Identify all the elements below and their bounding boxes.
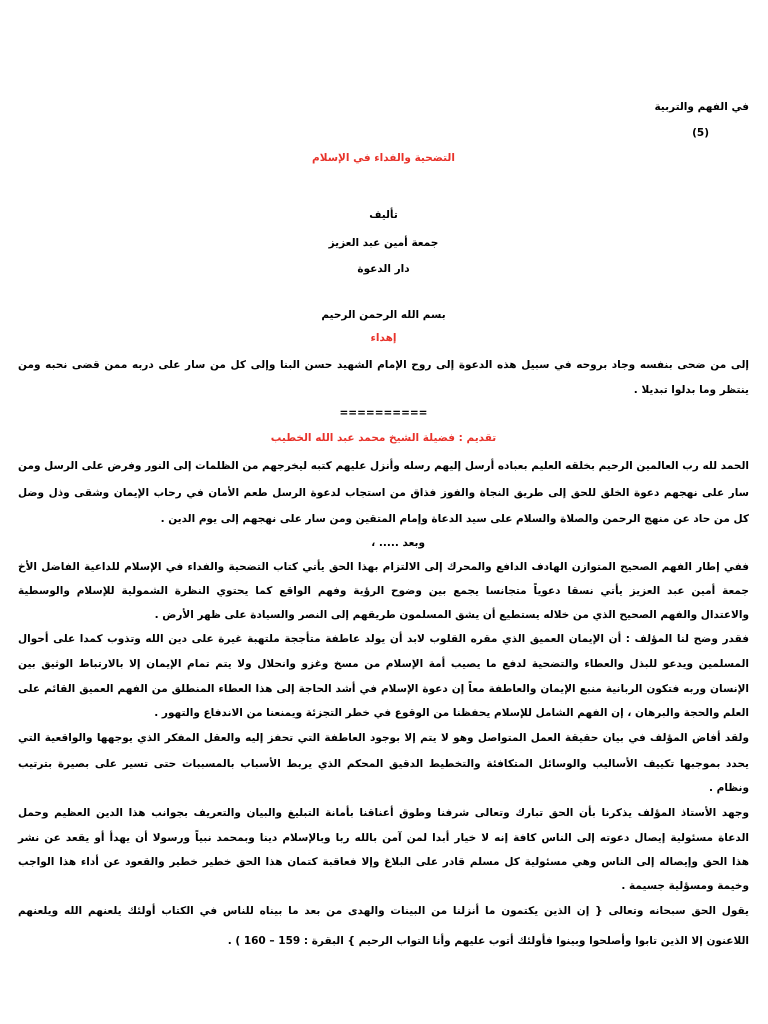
book-title: التضحية والفداء في الإسلام: [312, 152, 455, 164]
foreword-line: العلم والحجة والبرهان ، إن الفهم الشامل للإسلام يحفظنا من الوقوع في خطر التجزئة ويمنعنا من الاندفاع والتهور .: [154, 707, 749, 719]
foreword-line: الدعاة مسئولية إيصال دعوته إلى الناس كافة إنه لا خيار أبدا لمن آمن بالله ربا وبالإسلام دينا وبمحمد نبياً ورسولا أن يهدأ أو يقعد عن نشر: [18, 832, 749, 844]
foreword-line: الإنسان وربه فتكون الربانية منبع الإيمان والعاطفة معاً إن دعوة الإسلام في أشد الحاجة إلى هذا العطاء المنطلق من الفهم العميق القائم على: [18, 683, 749, 695]
quran-quote-line: يقول الحق سبحانه وتعالى { إن الذين يكتمون ما أنزلنا من البينات والهدى من بعد ما بيناه للناس في الكتاب أولئك يلعنهم الله ويلعنهم: [18, 905, 749, 917]
dedication-line: ينتظر وما بدلوا تبديلا .: [633, 384, 749, 396]
foreword-line: المسلمين ويدعو للبذل والعطاء والتضحية لدفع ما يصيب أمة الإسلام من مسخ وغزو وانحلال ولا يتم تمام الإيمان إلا بالارتباط الوثيق بين: [18, 658, 749, 670]
foreword-line: ولقد أفاض المؤلف في بيان حقيقة العمل المتواصل وهو لا يتم إلا بوجود العاطفة التي تحفز إليه والعقل المفكر الذي يوجهها والواقعية التي: [18, 732, 749, 744]
foreword-line: والاعتدال والفهم الصحيح الذي من خلاله يستطيع أن يشق المسلمون طريقهم إلى النصر والسيادة على ظهر الأرض .: [154, 609, 749, 621]
foreword-line: ففي إطار الفهم الصحيح المتوازن الهادف الدافع والمحرك إلى الالتزام بهذا الحق يأتي كتاب التضحية والفداء في الإسلام للداعية الفاضل الأخ: [18, 561, 749, 573]
foreword-line: هذا الحق وإيصاله إلى الناس وهي مسئولية كل مسلم قادر على البلاغ وإلا فعاقبة كتمان هذا الحق خطير خطير والقعود عن أداء هذا الواجب: [18, 856, 749, 868]
series-title: في الفهم والتربية: [654, 101, 749, 113]
foreword-line: يحدد بموجبها تكييف الأساليب والوسائل المتكافئة والتخطيط الدقيق المحكم الذي يربط الأسباب بالمسببات حتى تسير على بصيرة بترتيب: [18, 758, 749, 770]
quran-quote-line: اللاعنون إلا الذين تابوا وأصلحوا وبينوا فأولئك أتوب عليهم وأنا التواب الرحيم } البقرة : 159 – 160 ) .: [227, 935, 749, 947]
section-separator: ==========: [339, 407, 428, 419]
basmala: بسم الله الرحمن الرحيم: [321, 309, 446, 321]
dedication-heading: إهداء: [370, 332, 397, 344]
foreword-transition: وبعد ..... ،: [371, 537, 425, 549]
publisher-name: دار الدعوة: [357, 263, 410, 275]
dedication-line: إلى من ضحى بنفسه وجاد بروحه في سبيل هذه الدعوة إلى روح الإمام الشهيد حسن البنا وإلى كل من سار على دربه ممن قضى نحبه ومن: [18, 359, 749, 371]
foreword-line: سار على نهجهم دعوة الخلق للحق إلى طريق النجاة والفوز فذاق من استجاب لدعوة الرسل طعم الأمان في رحاب الإيمان وشقى وذل وضل: [18, 487, 749, 499]
foreword-line: وجهد الأستاذ المؤلف يذكرنا بأن الحق تبارك وتعالى شرفنا وطوق أعناقنا بأمانة التبليغ والبيان والتعريف بجوانب هذا الدين العظيم وحمل: [18, 807, 749, 819]
foreword-line: ونظام .: [709, 782, 749, 794]
authorship-label: تأليف: [369, 209, 398, 221]
foreword-heading: تقديم : فضيلة الشيخ محمد عبد الله الخطيب: [270, 432, 497, 444]
foreword-line: الحمد لله رب العالمين الرحيم بخلقه العليم بعباده أرسل إليهم رسله وأنزل عليهم كتبه ليخرجهم من الظلمات إلى النور وفرض على الرسل ومن: [18, 460, 749, 472]
foreword-line: فقدر وضح لنا المؤلف : أن الإيمان العميق الذي مقره القلوب لابد أن يولد عاطفة متأججة ملتهبة غيرة على دين الله وتذوب كمدا على أحوال: [18, 633, 749, 645]
foreword-line: وخيمة ومسؤلية جسيمة .: [621, 880, 749, 892]
author-name: جمعة أمين عبد العزيز: [328, 237, 439, 249]
foreword-line: جمعة أمين عبد العزيز يأتي نسقا دعوياً متجانسا يجمع بين وضوح الرؤية وفهم الواقع كما يحتوي النظرة الشمولية للإسلام والوسطية: [18, 585, 749, 597]
foreword-line: كل من حاد عن منهج الرحمن والصلاة والسلام على سيد الدعاة وإمام المتقين ومن سار على نهجهم إلى يوم الدين .: [160, 513, 749, 525]
series-number: (5): [692, 127, 709, 139]
